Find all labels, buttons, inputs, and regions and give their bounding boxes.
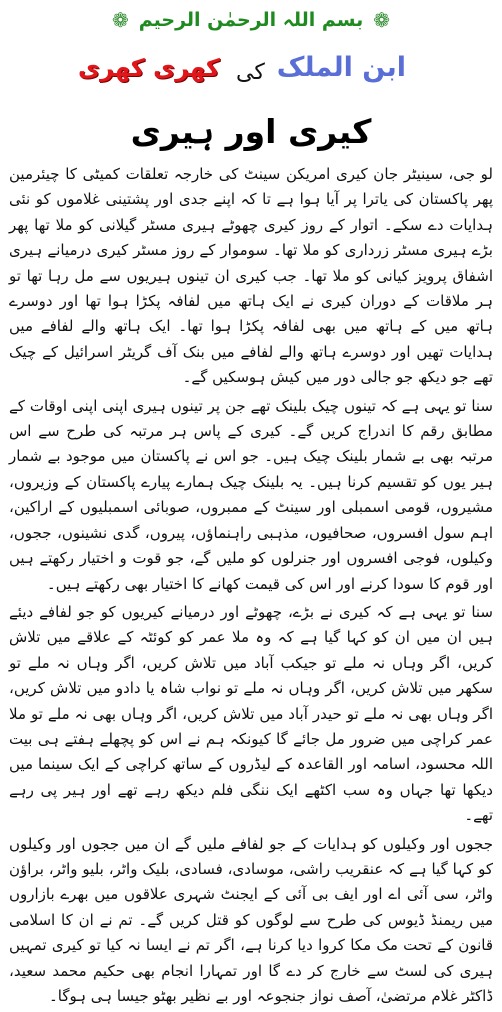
left-ornament-icon: ❁ xyxy=(111,8,129,32)
author-name: ابن الملک xyxy=(276,52,406,83)
bismillah-banner xyxy=(15,4,487,36)
header-connector: کی xyxy=(236,60,265,85)
paragraph: سنا تو یہی ہے کہ کیری نے بڑے، چھوٹے اور درمیانے کیریوں کو جو لفافے دیئے ہیں ان میں ان کو کہا گیا ہے کہ وہ ملا عمر کو کوئٹہ کے علاقے میں تلاش کریں، اگر وہاں نہ ملے تو جیکب آباد میں تلاش کریں، اگر وہاں نہ ملے تو سکھر میں تلاش کریں، اگر وہاں نہ ملے تو نواب شاہ یا دادو میں تلاش کریں، اگر وہاں بھی نہ ملے تو حیدر آباد میں تلاش کریں، اگر وہاں بھی نہ ملے تو ملا عمر کراچی میں ضرور مل جائے گا کیونکہ ہم نے اس کو پچھلے ہفتے ہی بیت اللہ محسود، اسامہ اور القاعدہ کے لیڈروں کے ساتھ کراچی کے ایک سینما میں دیکھا تھا جہاں وہ سب اکٹھے ایک ننگی فلم دیکھ رہے تھے اور ہیر پی رہے تھے۔ xyxy=(9,602,493,825)
column-header xyxy=(0,50,502,96)
article-body xyxy=(9,162,493,1012)
column-name: کھری کھری xyxy=(78,54,220,82)
paragraph: سنا تو یہی ہے کہ تینوں چیک بلینک تھے جن پر تینوں ہیری اپنی اپنی اوقات کے مطابق رقم کا اندراج کریں گے۔ کیری کے پاس ہر مرتبہ کی طرح سے اس مرتبہ بھی بے شمار بلینک چیک ہیں۔ جو اس نے پاکستان میں موجود بے شمار ہیر یوں کو تقسیم کرنا ہیں۔ یہ بلینک چیک ہمارے پیارے پاکستان کے وزیروں، مشیروں، قومی اسمبلی اور سینٹ کے ممبروں، صوبائی اسمبلیوں کے اراکین، اہم سول افسروں، صحافیوں، مذہبی راہنماؤں، پیروں، گدی نشینوں، ججوں، وکیلوں، فوجی افسروں اور جنرلوں کو ملیں گے، جو قوت و اختیار رکھتے ہیں اور قوم کا سودا کرنے اور اس کی قیمت کھانے کا اختیار بھی رکھتے ہیں۔ xyxy=(9,396,493,593)
bismillah-text: بسم اللہ الرحمٰن الرحیم xyxy=(138,9,364,31)
paragraph: ججوں اور وکیلوں کو ہدایات کے جو لفافے ملیں گے ان میں ججوں اور وکیلوں کو کہا گیا ہے کہ عنقریب راشی، موسادی، فسادی، بلیک واٹر، بلیو واٹر، براؤن واٹر، سی آئی اے اور ایف بی آئی کے ایجنٹ شہری علاقوں میں بھرے بازاروں میں ریمنڈ ڈیوس کی طرح سے لوگوں کو قتل کریں گے۔ تم نے ان کا اسلامی قانون کے تحت مک مکا کروا دیا کرنا ہے، اگر تم نے ایسا نہ کیا تو کیری تمہیں ہیری کی لسٹ سے خارج کر دے گا اور تمہارا انجام بھی حکیم محمد سعید، ڈاکٹر غلام مرتضیٰ، آصف نواز جنجوعہ اور بے نظیر بھٹو جیسا ہی ہوگا۔ xyxy=(9,834,493,1005)
article-title: کیری اور ہیری xyxy=(130,112,372,151)
right-ornament-icon: ❁ xyxy=(373,8,391,32)
paragraph: لو جی، سینیٹر جان کیری امریکن سینٹ کی خارجہ تعلقات کمیٹی کا چیئرمین پھر پاکستان کی یاترا پر آیا ہوا ہے تا کہ اپنے جدی اور پشتینی غلاموں کو نئی ہدایات دے سکے۔ اتوار کے روز کیری چھوٹے ہیری مسٹر گیلانی کو ملا تھا پھر بڑے ہیری مسٹر زرداری کو ملا تھا۔ سوموار کے روز مسٹر کیری درمیانے ہیری اشفاق پرویز کیانی کو ملا تھا۔ جب کیری ان تینوں ہیریوں سے مل رہا تھا تو ہر ملاقات کے دوران کیری نے ایک ہاتھ میں لفافہ پکڑا ہوا تھا اور دوسرے ہاتھ میں کے ہاتھ میں بھی لفافہ پکڑا ہوا تھا۔ ایک ہاتھ والے لفافے میں ہدایات تھیں اور دوسرے ہاتھ والے لفافے میں بنک آف گریٹر اسرائیل کے چیک تھے جو دیکھ جو جالی دور میں کیش ہوسکیں گے۔ xyxy=(9,165,493,387)
